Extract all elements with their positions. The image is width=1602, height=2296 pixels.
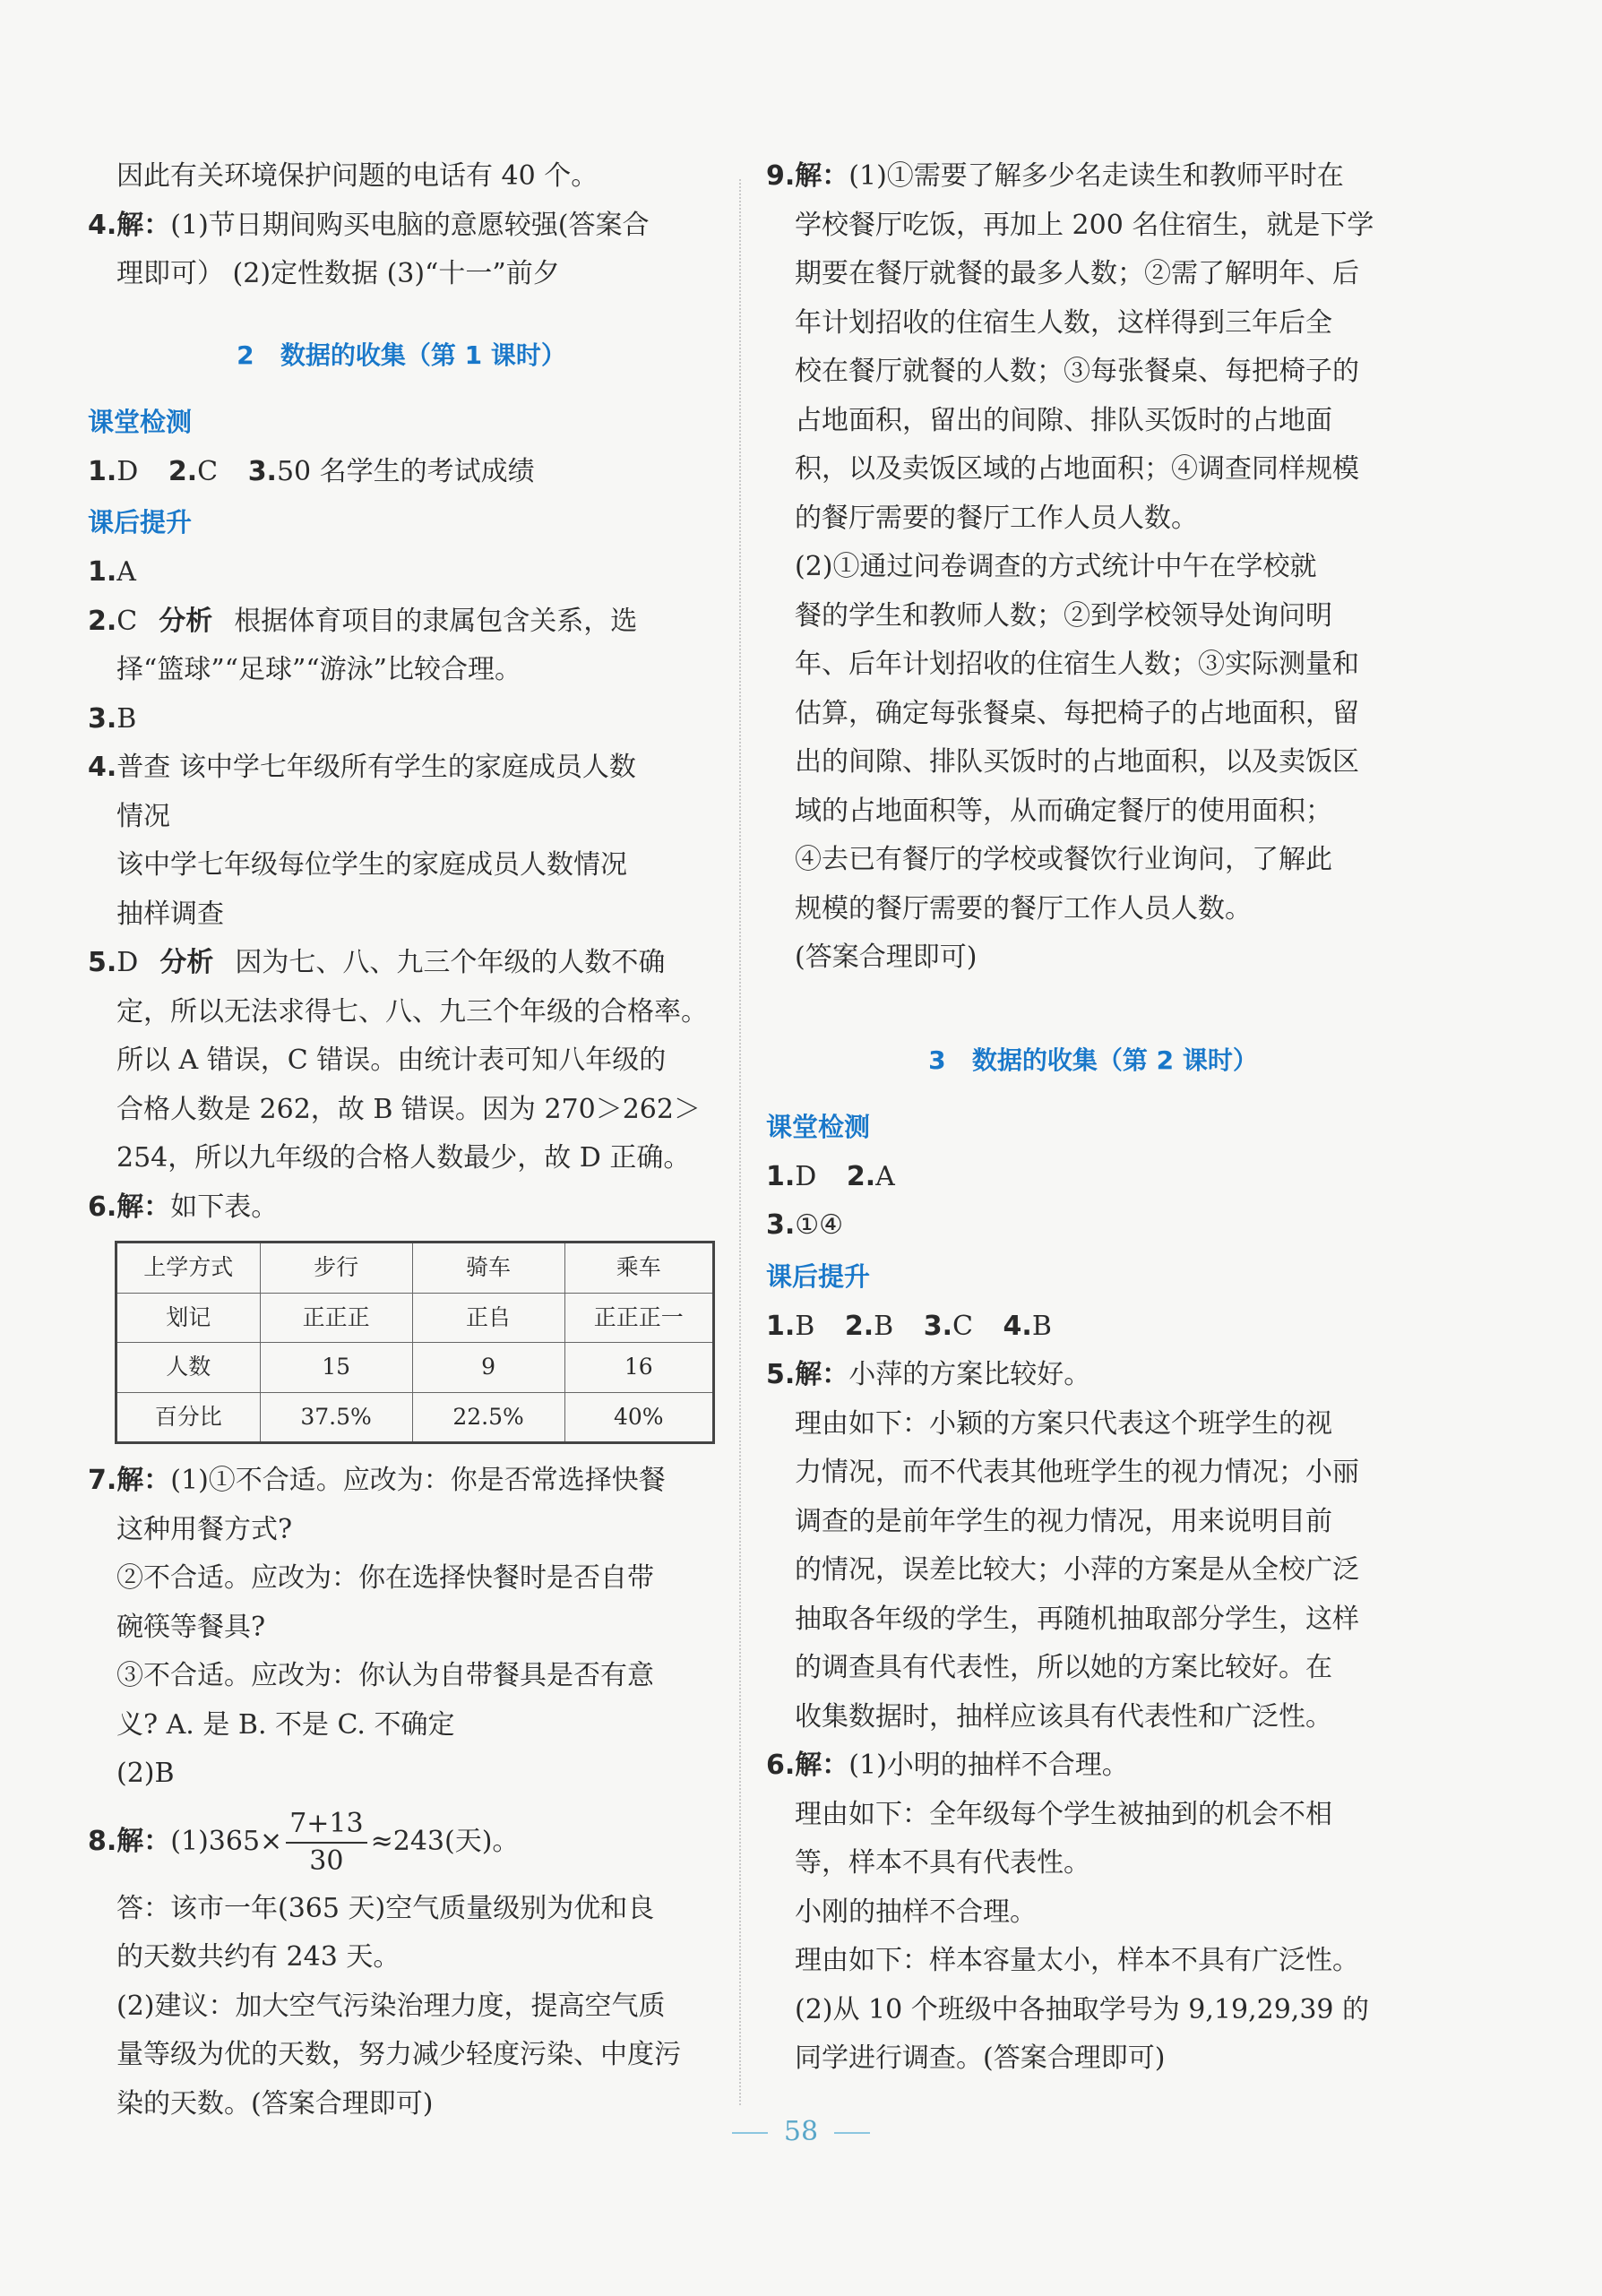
right-column (766, 152, 1420, 2084)
answer-number: 1. (766, 1310, 796, 1342)
answer-text: 的情况，误差比较大；小萍的方案是从全校广泛 (795, 1554, 1359, 1586)
answer-text: C (952, 1310, 973, 1342)
answer-text: 该中学七年级每位学生的家庭成员人数情况 (116, 849, 627, 881)
table-row (116, 1293, 714, 1343)
answer-text: 等，样本不具有代表性。 (795, 1847, 1090, 1879)
answer-number: 1. (88, 455, 117, 487)
answer-number: 3. (923, 1310, 953, 1342)
answer-number: 8. (88, 1825, 117, 1857)
table-cell: 划记 (116, 1293, 261, 1343)
classroom-answers (766, 1153, 1420, 1202)
answer-text: 的调查具有代表性，所以她的方案比较好。在 (795, 1652, 1332, 1683)
answer-text: (1)小明的抽样不合理。 (848, 1750, 1129, 1781)
answer-text: ②不合适。应改为：你在选择快餐时是否自带 (116, 1562, 654, 1594)
answer-text: 积，以及卖饭区域的占地面积；④调查同样规模 (795, 453, 1359, 485)
fraction-denominator: 30 (309, 1845, 344, 1877)
answer-text: 254，所以九年级的合格人数最少，故 D 正确。 (116, 1142, 691, 1174)
table-cell: 乘车 (564, 1243, 713, 1294)
column-divider (739, 179, 741, 2105)
answer-number: 5. (88, 947, 117, 978)
fraction (286, 1806, 366, 1879)
fraction-numerator: 7+13 (286, 1806, 366, 1844)
table-cell: 37.5% (260, 1392, 412, 1443)
answer-number: 2. (168, 455, 198, 487)
heading-after-class: 课后提升 (88, 507, 193, 537)
answer-text: D (116, 455, 139, 487)
table-cell: 正正正一 (564, 1293, 713, 1343)
table-row (116, 1392, 714, 1443)
answer-text: 估算，确定每张餐桌、每把椅子的占地面积，留 (795, 697, 1359, 729)
page-number: 58 (0, 2116, 1602, 2147)
heading-classroom-check: 课堂检测 (766, 1111, 871, 1142)
answer-text: 同学进行调查。(答案合理即可) (795, 2042, 1166, 2074)
answer-lead: 解： (116, 1465, 171, 1496)
answer-text: (答案合理即可) (795, 942, 978, 973)
answer-text: 义? A. 是 B. 不是 C. 不确定 (116, 1708, 455, 1741)
answer-lead: 解： (116, 1825, 171, 1857)
table-cell: 步行 (260, 1243, 412, 1294)
answer-text: 理由如下：样本容量太小，样本不具有广泛性。 (795, 1945, 1359, 1976)
answer-5 (766, 1351, 1420, 1741)
answer-text: ④去已有餐厅的学校或餐饮行业询问，了解此 (795, 844, 1332, 875)
answer-lead: 解： (116, 209, 171, 241)
table-cell: 22.5% (412, 1392, 564, 1443)
answer-lead: 解： (795, 1750, 849, 1781)
answer-text: 普查 该中学七年级所有学生的家庭成员人数 (116, 752, 636, 783)
answer-text: (1)①不合适。应改为：你是否常选择快餐 (170, 1465, 666, 1496)
analysis-label: 分析 (159, 605, 213, 637)
answer-text: 50 名学生的考试成绩 (276, 455, 535, 487)
answer-4 (88, 202, 715, 299)
answer-text: 年计划招收的住宿生人数，这样得到三年后全 (795, 306, 1332, 339)
answer-7 (88, 1457, 715, 1799)
answer-text: 小刚的抽样不合理。 (795, 1896, 1037, 1928)
answer-text: 餐的学生和教师人数；②到学校领导处询问明 (795, 599, 1332, 632)
answer-text: D (795, 1160, 817, 1192)
analysis-label: 分析 (159, 947, 214, 978)
answer-number: 3. (88, 702, 117, 735)
answer-text: 规模的餐厅需要的餐厅工作人员人数。 (795, 892, 1252, 924)
answer-number: 9. (766, 160, 796, 192)
section-title-2 (88, 331, 715, 380)
heading-after-class: 课后提升 (766, 1260, 871, 1292)
section-title-3 (766, 1036, 1420, 1085)
answer-text: B (1031, 1310, 1052, 1342)
answer-text: 校在餐厅就餐的人数；③每张餐桌、每把椅子的 (795, 356, 1359, 387)
answer-text: 如下表。 (170, 1191, 279, 1223)
answer-text: 这种用餐方式? (116, 1513, 293, 1545)
answer-number: 6. (766, 1750, 796, 1781)
answer-text: ③不合适。应改为：你认为自带餐具是否有意 (116, 1660, 654, 1691)
answer-text: 量等级为优的天数，努力减少轻度污染、中度污 (116, 2039, 681, 2070)
answer-lead: 解： (116, 1191, 171, 1223)
answer-text: 抽取各年级的学生，再随机抽取部分学生，这样 (795, 1603, 1359, 1635)
answer-4b (88, 744, 715, 939)
answer-text: D (116, 947, 139, 978)
answer-text: B (795, 1310, 815, 1342)
answer-text: 碗筷等餐具? (116, 1611, 266, 1643)
answer-text: (2)①通过问卷调查的方式统计中午在学校就 (795, 551, 1317, 582)
answer-text: 调查的是前年学生的视力情况，用来说明目前 (795, 1505, 1332, 1537)
section-title-text: 数据的收集（第 2 课时） (971, 1045, 1258, 1075)
answer-lead: 解： (795, 160, 849, 192)
answer-1 (88, 548, 715, 598)
answer-text: B (874, 1310, 894, 1342)
answer-text: 抽样调查 (116, 898, 224, 930)
answer-text: ①④ (795, 1209, 844, 1241)
answer-text: 理由如下：全年级每个学生被抽到的机会不相 (795, 1798, 1332, 1830)
answer-text: 期要在餐厅就餐的最多人数；②需了解明年、后 (795, 258, 1359, 289)
answer-text: 的餐厅需要的餐厅工作人员人数。 (795, 502, 1198, 534)
answer-number: 4. (88, 209, 117, 241)
answer-text: A (116, 556, 136, 588)
answer-number: 2. (846, 1160, 876, 1192)
answer-text: 合格人数是 262，故 B 错误。因为 270＞262＞ (116, 1093, 701, 1125)
answer-text: 因为七、八、九三个年级的人数不确 (235, 947, 666, 978)
answer-text: 的天数共约有 243 天。 (116, 1941, 400, 1973)
answer-text: 出的间隙、排队买饭时的占地面积，以及卖饭区 (795, 746, 1359, 778)
answer-text: 理即可） (2)定性数据 (3)“十一”前夕 (116, 258, 560, 289)
answer-number: 3. (247, 455, 277, 487)
table-row (116, 1243, 714, 1294)
answer-text: 学校餐厅吃饭，再加上 200 名住宿生，就是下学 (795, 209, 1374, 241)
answer-text: C (197, 455, 219, 487)
table-cell: 骑车 (412, 1243, 564, 1294)
answer-5 (88, 939, 715, 1183)
table-cell: 9 (412, 1343, 564, 1393)
answer-text: 择“篮球”“足球”“游泳”比较合理。 (116, 654, 522, 685)
table-cell: 正正正 (260, 1293, 412, 1343)
answer-6 (88, 1183, 715, 1233)
answer-text: 答：该市一年(365 天)空气质量级别为优和良 (116, 1892, 655, 1924)
answer-text: 情况 (116, 800, 170, 832)
after-class-answers (766, 1303, 1420, 1352)
table-cell: 上学方式 (116, 1243, 261, 1294)
table-cell: 正𠂤 (412, 1293, 564, 1343)
answer-text: 域的占地面积等，从而确定餐厅的使用面积； (795, 795, 1332, 827)
section-number: 3 (928, 1045, 946, 1075)
table-cell: 40% (564, 1392, 713, 1443)
answer-lead: 解： (795, 1359, 849, 1390)
answer-number: 5. (766, 1359, 796, 1390)
answer-3 (88, 695, 715, 744)
answer-number: 4. (88, 752, 117, 783)
answer-text: 小萍的方案比较好。 (848, 1359, 1091, 1390)
answer-text: (1)节日期间购买电脑的意愿较强(答案合 (170, 209, 650, 241)
left-column (88, 152, 715, 2128)
answer-number: 2. (88, 605, 117, 637)
answer-text: (2)B (116, 1758, 175, 1789)
table-row (116, 1343, 714, 1393)
classroom-answers (88, 448, 715, 497)
section-title-text: 数据的收集（第 1 课时） (280, 340, 566, 370)
answer-text: 力情况，而不代表其他班学生的视力情况；小丽 (795, 1457, 1359, 1488)
answer-text: A (875, 1160, 895, 1192)
answer-number: 1. (766, 1160, 796, 1192)
heading-classroom-check: 课堂检测 (88, 406, 193, 437)
answer-number: 3. (766, 1209, 796, 1241)
answer-text: 染的天数。(答案合理即可) (116, 2087, 434, 2120)
answer-number: 1. (88, 556, 117, 588)
answer-text: 收集数据时，抽样应该具有代表性和广泛性。 (795, 1700, 1332, 1733)
answer-text: (2)建议：加大空气污染治理力度，提高空气质 (116, 1990, 666, 2022)
answer-6 (766, 1741, 1420, 2084)
answer-8 (88, 1799, 715, 2129)
answer-number: 4. (1003, 1310, 1032, 1342)
tally-table (115, 1241, 715, 1444)
answer-text: 定，所以无法求得七、八、九三个年级的合格率。 (116, 995, 708, 1028)
answer-2 (88, 598, 715, 695)
answer-text: 年、后年计划招收的住宿生人数；③实际测量和 (795, 649, 1359, 680)
answer-text: C (116, 605, 138, 637)
answer-number: 6. (88, 1191, 117, 1223)
answer-number: 2. (844, 1310, 874, 1342)
table-cell: 百分比 (116, 1392, 261, 1443)
answer-9 (766, 152, 1420, 983)
answer-text: (1)①需要了解多少名走读生和教师平时在 (848, 160, 1344, 192)
formula-suffix: ≈243(天)。 (370, 1825, 520, 1857)
answer-text: 理由如下：小颖的方案只代表这个班学生的视 (795, 1407, 1332, 1440)
table-cell: 16 (564, 1343, 713, 1393)
answer-text: 根据体育项目的隶属包含关系，选 (234, 605, 638, 637)
answer-3 (766, 1201, 1420, 1251)
answer-text: B (116, 702, 137, 735)
answer-number: 7. (88, 1465, 117, 1496)
formula-prefix: (1)365× (170, 1825, 283, 1857)
table-cell: 人数 (116, 1343, 261, 1393)
answer-line: 因此有关环境保护问题的电话有 40 个。 (116, 160, 599, 192)
answer-text: 占地面积，留出的间隙、排队买饭时的占地面 (795, 404, 1332, 436)
answer-text: (2)从 10 个班级中各抽取学号为 9,19,29,39 的 (795, 1993, 1370, 2025)
section-number: 2 (237, 340, 254, 370)
answer-text: 所以 A 错误，C 错误。由统计表可知八年级的 (116, 1045, 667, 1076)
table-cell: 15 (260, 1343, 412, 1393)
